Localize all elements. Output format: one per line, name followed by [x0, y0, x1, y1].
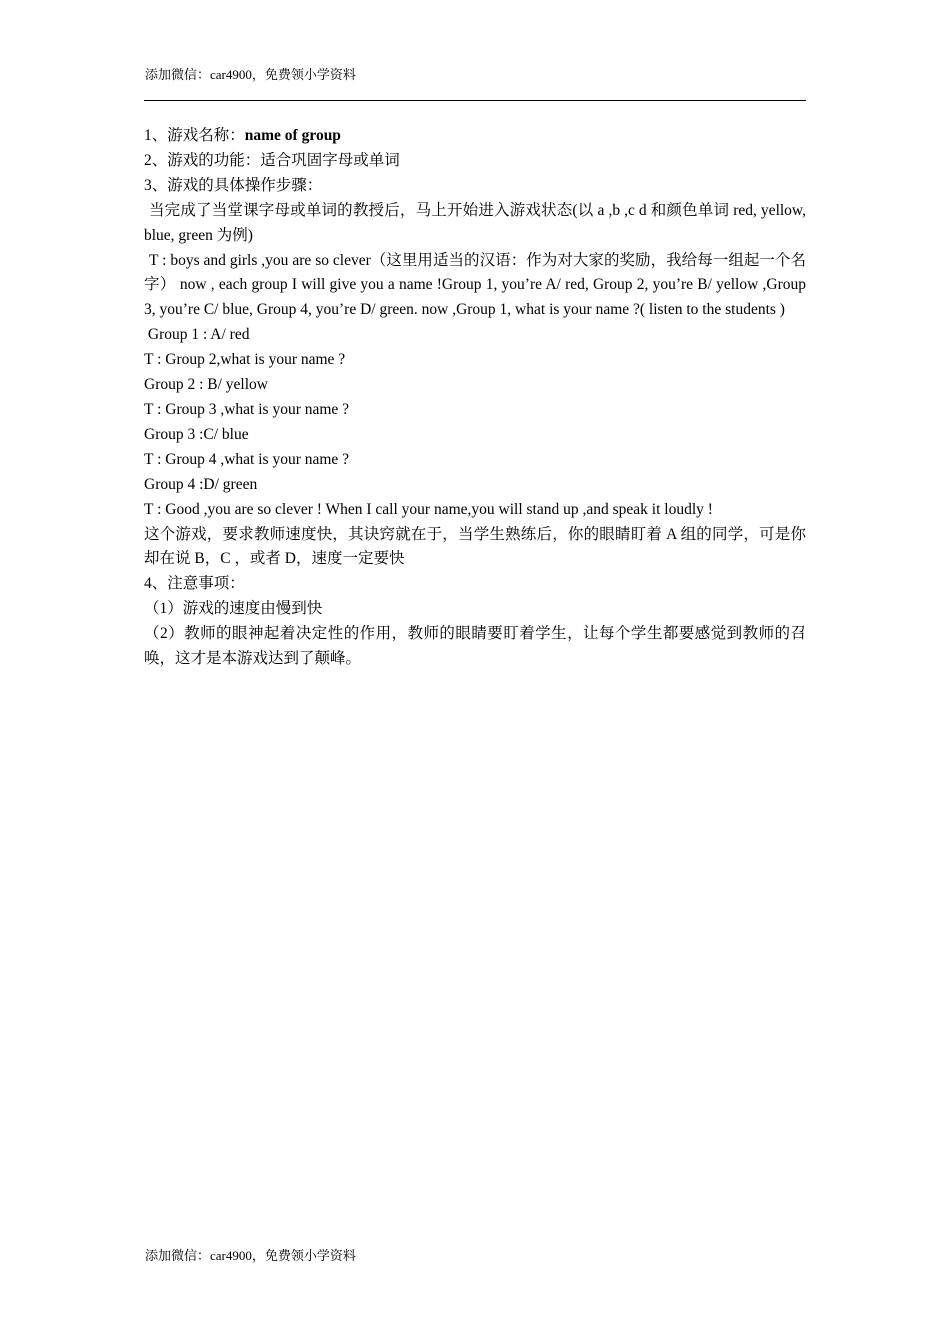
page-header: 添加微信：car4900，免费领小学资料 — [145, 67, 356, 82]
section-1-prefix: 1、游戏名称： — [144, 127, 245, 144]
tip-paragraph: 这个游戏，要求教师速度快，其诀窍就在于，当学生熟练后，你的眼睛盯着 A 组的同学，可是你却在说 B，C ，或者 D，速度一定要快 — [144, 525, 806, 568]
intro-paragraph: 当完成了当堂课字母或单词的教授后，马上开始进入游戏状态(以 a ,b ,c d 和颜色单词 red, yellow, blue, green 为例) — [144, 201, 806, 244]
teacher-instruction-paragraph: T : boys and girls ,you are so clever（这里用适当的汉语：作为对大家的奖励，我给每一组起一个名字） now , each group I will give you a name !Group 1, you’re A/ red, Group 2, you’re B/ yellow ,Group 3, you’re C/ blue, Group 4, you’re D/ green. now ,Group 1, what is your name ?( listen to the students ) — [144, 251, 806, 319]
dialogue-line: Group 1 : A/ red — [144, 326, 250, 344]
dialogue-line: T : Group 3 ,what is your name ? — [144, 400, 350, 418]
header-divider — [144, 100, 806, 101]
dialogue-line: Group 3 :C/ blue — [144, 425, 249, 443]
note-item-2: （2）教师的眼神起着决定性的作用，教师的眼睛要盯着学生，让每个学生都要感觉到教师的召唤，这才是本游戏达到了颠峰。 — [144, 625, 806, 668]
dialogue-line: T : Group 4 ,what is your name ? — [144, 450, 350, 468]
game-name: name of group — [244, 127, 341, 144]
section-1-heading — [144, 124, 806, 149]
note-item-1: （1）游戏的速度由慢到快 — [144, 600, 323, 618]
page-footer: 添加微信：car4900，免费领小学资料 — [145, 1248, 356, 1263]
section-4-heading: 4、注意事项： — [144, 575, 245, 593]
dialogue-line: Group 4 :D/ green — [144, 475, 258, 493]
section-3-heading: 3、游戏的具体操作步骤： — [144, 176, 323, 194]
section-2-heading: 2、游戏的功能：适合巩固字母或单词 — [144, 151, 400, 169]
dialogue-line: T : Good ,you are so clever ! When I call your name,you will stand up ,and speak it loudly ! — [144, 500, 713, 518]
dialogue-line: T : Group 2,what is your name ? — [144, 351, 346, 369]
dialogue-line: Group 2 : B/ yellow — [144, 376, 268, 394]
document-body — [144, 124, 806, 672]
